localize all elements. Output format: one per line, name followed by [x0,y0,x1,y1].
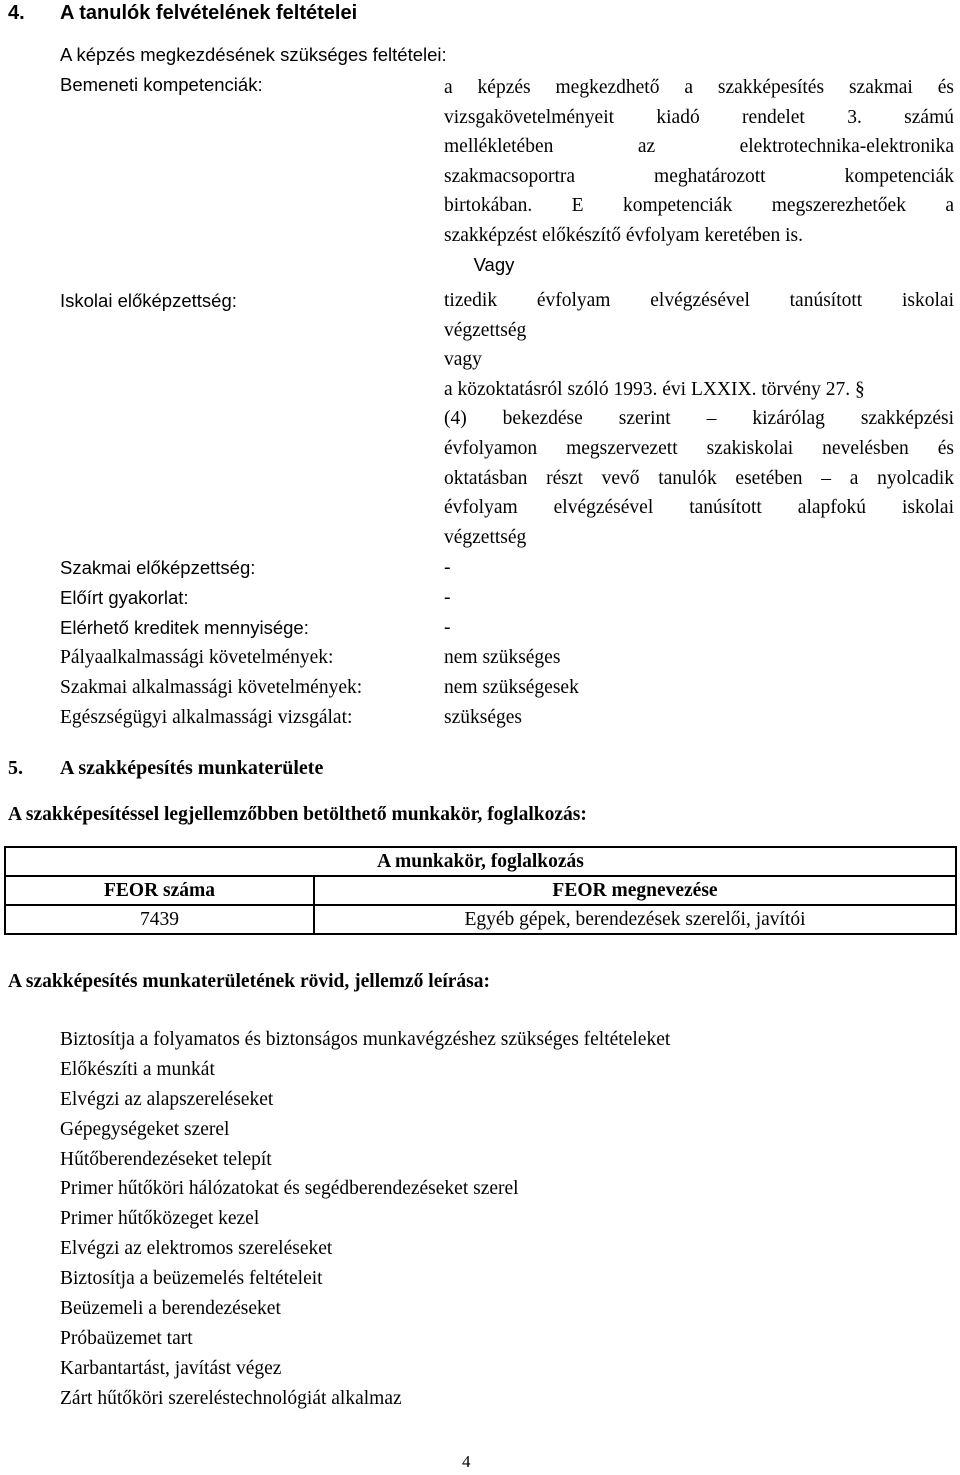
school-line: tizedik évfolyam elvégzésével tanúsított iskolai [444,290,954,311]
list-item: Elvégzi az alapszereléseket [60,1088,274,1110]
school-or: vagy [444,349,482,371]
requirement-value: - [444,617,451,638]
list-item: Beüzemeli a berendezéseket [60,1298,281,1320]
school-law: a közoktatásról szóló 1993. évi LXXIX. törvény 27. § [444,378,865,400]
list-item: Primer hűtőköri hálózatokat és segédberendezéseket szerel [60,1178,519,1200]
school-line: végzettség [444,526,527,548]
list-item: Próbaüzemet tart [60,1327,193,1349]
page-number: 4 [462,1452,471,1471]
requirement-label: Egészségügyi alkalmassági vizsgálat: [60,707,353,728]
school-line: évfolyam elvégzésével tanúsított alapfokú iskolai [444,497,954,519]
requirement-label: Szakmai alkalmassági követelmények: [60,677,363,698]
list-item: Elvégzi az elektromos szereléseket [60,1238,333,1260]
section-5-number: 5. [8,757,23,779]
feor-code-cell: 7439 [5,905,314,934]
school-line: (4) bekezdése szerint – kizárólag szakképzési [444,408,954,430]
or-label: Vagy [473,254,515,275]
entry-line: a képzés megkezdhető a szakképesítés szakmai és [444,77,954,98]
section-5-title: A szakképesítés munkaterülete [60,757,324,779]
entry-competencies-value [444,73,954,251]
list-item: Primer hűtőközeget kezel [60,1208,260,1230]
entry-line: mellékletében az elektrotechnika-elektronika [444,136,954,158]
occupation-table [4,846,957,935]
feor-code-header: FEOR száma [5,876,314,905]
requirement-label: Pályaalkalmassági követelmények: [60,647,334,668]
feor-name-header: FEOR megnevezése [314,876,956,905]
requirement-value: nem szükséges [444,647,561,668]
school-prerequisite-value [444,286,954,552]
requirement-value: szükséges [444,707,522,728]
entry-line: vizsgakövetelményeit kiadó rendelet 3. számú [444,106,954,128]
list-item: Hűtőberendezéseket telepít [60,1148,272,1170]
requirement-value: - [444,557,451,578]
table-row [5,905,956,934]
list-item: Biztosítja a folyamatos és biztonságos munkavégzéshez szükséges feltételeket [60,1029,671,1050]
requirement-label: Elérhető kreditek mennyisége: [60,617,309,638]
list-item: Zárt hűtőköri szereléstechnológiát alkalmaz [60,1387,402,1409]
requirement-label: Előírt gyakorlat: [60,587,189,608]
jobs-heading: A szakképesítéssel legjellemzőbben betölthető munkakör, foglalkozás: [8,804,587,825]
intro-text: A képzés megkezdésének szükséges feltételei: [60,44,447,65]
entry-line: birtokában. E kompetenciák megszerezhetőek a [444,195,954,217]
requirement-value: - [444,587,451,608]
entry-line: szakképzést előkészítő évfolyam keretében is. [444,224,803,246]
section-4-number: 4. [8,2,25,24]
table-subheader-row [5,876,956,905]
entry-line: szakmacsoportra meghatározott kompetenciák [444,165,954,187]
requirement-label: Szakmai előképzettség: [60,557,256,578]
table-header-row [5,847,956,876]
description-heading: A szakképesítés munkaterületének rövid, jellemző leírása: [8,971,491,992]
entry-competencies-label: Bemeneti kompetenciák: [60,74,263,95]
section-5-heading [8,754,323,782]
list-item: Gépegységeket szerel [60,1118,230,1140]
school-line: évfolyamon megszervezett szakiskolai nevelésben és [444,437,954,459]
list-item: Előkészíti a munkát [60,1058,215,1080]
school-line: végzettség [444,319,527,341]
school-prerequisite-label: Iskolai előképzettség: [60,290,237,311]
section-4-title: A tanulók felvételének feltételei [60,2,358,24]
list-item: Biztosítja a beüzemelés feltételeit [60,1268,323,1290]
list-item: Karbantartást, javítást végez [60,1357,282,1379]
table-header: A munkakör, foglalkozás [5,847,956,876]
section-4-heading [8,0,357,26]
task-list [60,1025,670,1414]
requirement-value: nem szükségesek [444,677,579,698]
feor-name-cell: Egyéb gépek, berendezések szerelői, javítói [314,905,956,934]
school-line: oktatásban részt vevő tanulók esetében – a nyolcadik [444,467,954,489]
